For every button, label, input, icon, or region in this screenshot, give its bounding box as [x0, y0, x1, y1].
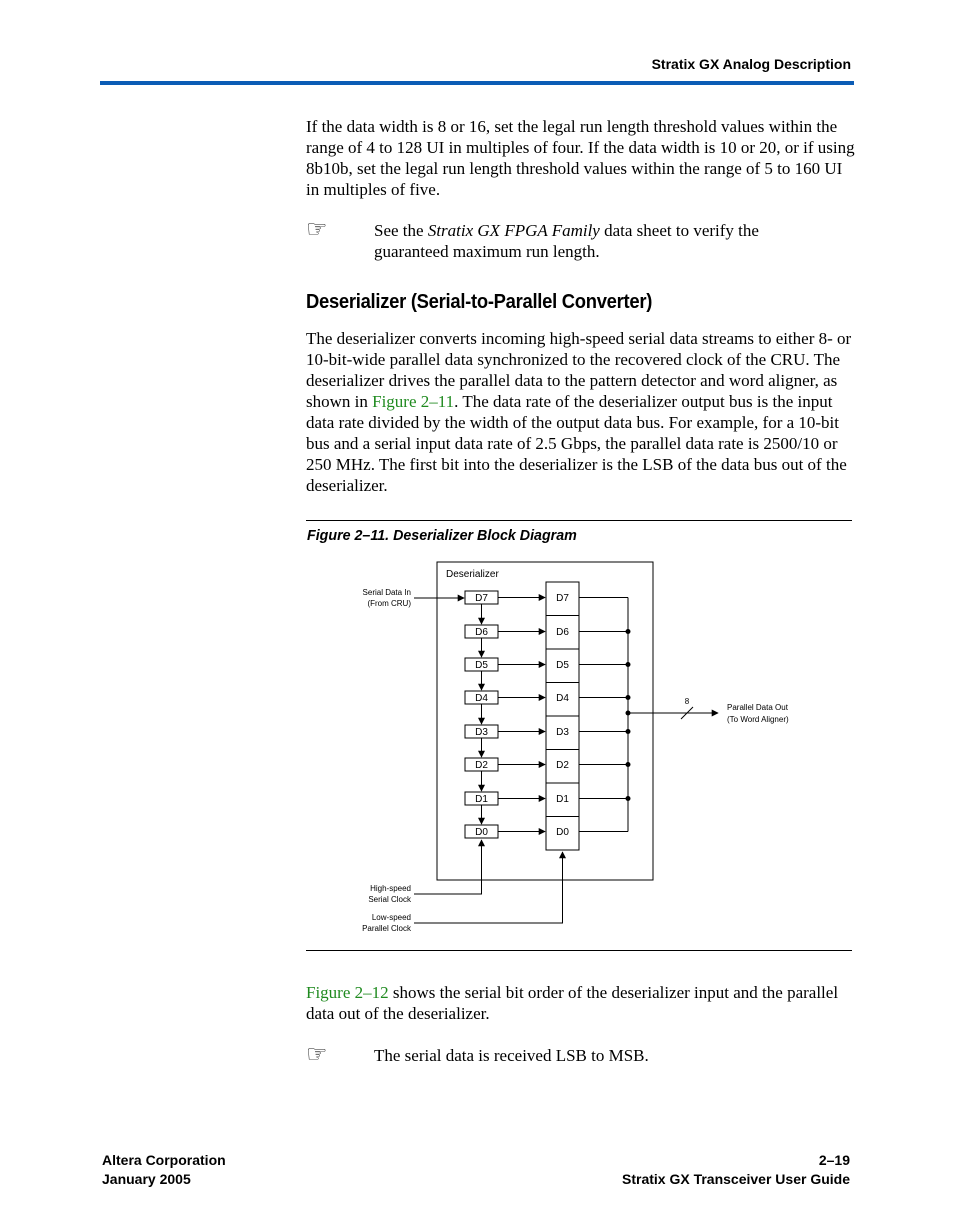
parallel-register: [546, 582, 579, 850]
section-title: Deserializer (Serial-to-Parallel Converter): [306, 291, 653, 313]
para-text-2: . The data rate of the deserializer output bus is the input data rate divided by the width of the output data bus. For example, for a 10-bit bus and a serial input data rate of 2.5 Gbps, the parallel data rate is 2500/10 or 250 MHz. The first bit into the deserializer is the LSB of the data bus out of the deserializer.: [306, 392, 847, 495]
footer-left: [102, 1151, 226, 1189]
low-speed-clock-sublabel: Parallel Clock: [362, 924, 411, 933]
bus-width-label: 8: [684, 697, 690, 706]
footer-page-number: 2–19: [818, 1152, 850, 1168]
serial-data-in-label: Serial Data In: [362, 588, 411, 597]
high-speed-clock-arrow: [414, 840, 482, 894]
shift-cell-label: D5: [475, 660, 488, 671]
shift-cell-label: D2: [475, 760, 488, 771]
register-output-lines: [579, 598, 628, 832]
footer-right: [622, 1151, 850, 1189]
footer-company: Altera Corporation: [102, 1152, 226, 1168]
shift-cell-label: D4: [475, 693, 488, 704]
note-prefix: See the: [374, 221, 428, 240]
running-header-title: Stratix GX Analog Description: [651, 56, 851, 72]
high-speed-clock-label: High-speed: [370, 884, 411, 893]
register-cell-label: D7: [556, 593, 569, 604]
high-speed-clock-sublabel: Serial Clock: [368, 895, 411, 904]
register-cell-label: D0: [556, 827, 569, 838]
shift-cell-label: D6: [475, 627, 488, 638]
low-speed-clock-arrow: [414, 852, 563, 923]
note-lsb-to-msb: The serial data is received LSB to MSB.: [374, 1046, 649, 1065]
parallel-data-out-label: Parallel Data Out: [727, 703, 788, 712]
note-doc-title: Stratix GX FPGA Family: [427, 221, 600, 240]
para-text-1: The deserializer converts incoming high-speed serial data streams to either 8- or 10-bit-wide parallel data synchronized to the recovered clock of the CRU. The deserializer drives the parallel data to the pattern detector and word aligner, as shown in: [306, 329, 852, 411]
register-cell-label: D1: [556, 794, 569, 805]
register-cell-label: D6: [556, 627, 569, 638]
parallel-data-out-sublabel: (To Word Aligner): [727, 715, 789, 724]
shift-cell-label: D7: [475, 593, 488, 604]
figure-bottom-rule: [306, 950, 852, 951]
after-figure-text: shows the serial bit order of the deserializer input and the parallel data out of the deserializer.: [306, 983, 839, 1023]
figure-2-11-link[interactable]: Figure 2–11: [372, 392, 455, 411]
low-speed-clock-label: Low-speed: [371, 913, 411, 922]
pointing-hand-icon: ☞: [306, 217, 328, 243]
register-cell-label: D3: [556, 727, 569, 738]
shift-cell-label: D3: [475, 727, 488, 738]
pointing-hand-icon: ☞: [306, 1042, 328, 1068]
shift-cell-label: D1: [475, 794, 488, 805]
note-suffix: data sheet to verify the guaranteed maximum run length.: [374, 221, 759, 261]
footer-date: January 2005: [102, 1171, 191, 1187]
intro-paragraph: If the data width is 8 or 16, set the legal run length threshold values within the range of 4 to 128 UI in multiples of four. If the data width is 10 or 20, or if using 8b10b, set the legal run length threshold values within the range of 5 to 160 UI in multiples of five.: [306, 117, 855, 199]
figure-caption: Figure 2–11. Deserializer Block Diagram: [307, 527, 577, 544]
figure-2-12-link[interactable]: Figure 2–12: [306, 983, 389, 1002]
footer-guide-title: Stratix GX Transceiver User Guide: [622, 1171, 850, 1187]
shift-cell-label: D0: [475, 827, 488, 838]
register-cell-label: D5: [556, 660, 569, 671]
shift-to-register-arrows: [498, 598, 545, 832]
deserializer-block-label: Deserializer: [446, 569, 499, 580]
register-cell-label: D2: [556, 760, 569, 771]
register-cell-label: D4: [556, 693, 569, 704]
after-figure-paragraph: [306, 982, 856, 1024]
serial-data-in-sublabel: (From CRU): [367, 599, 411, 608]
